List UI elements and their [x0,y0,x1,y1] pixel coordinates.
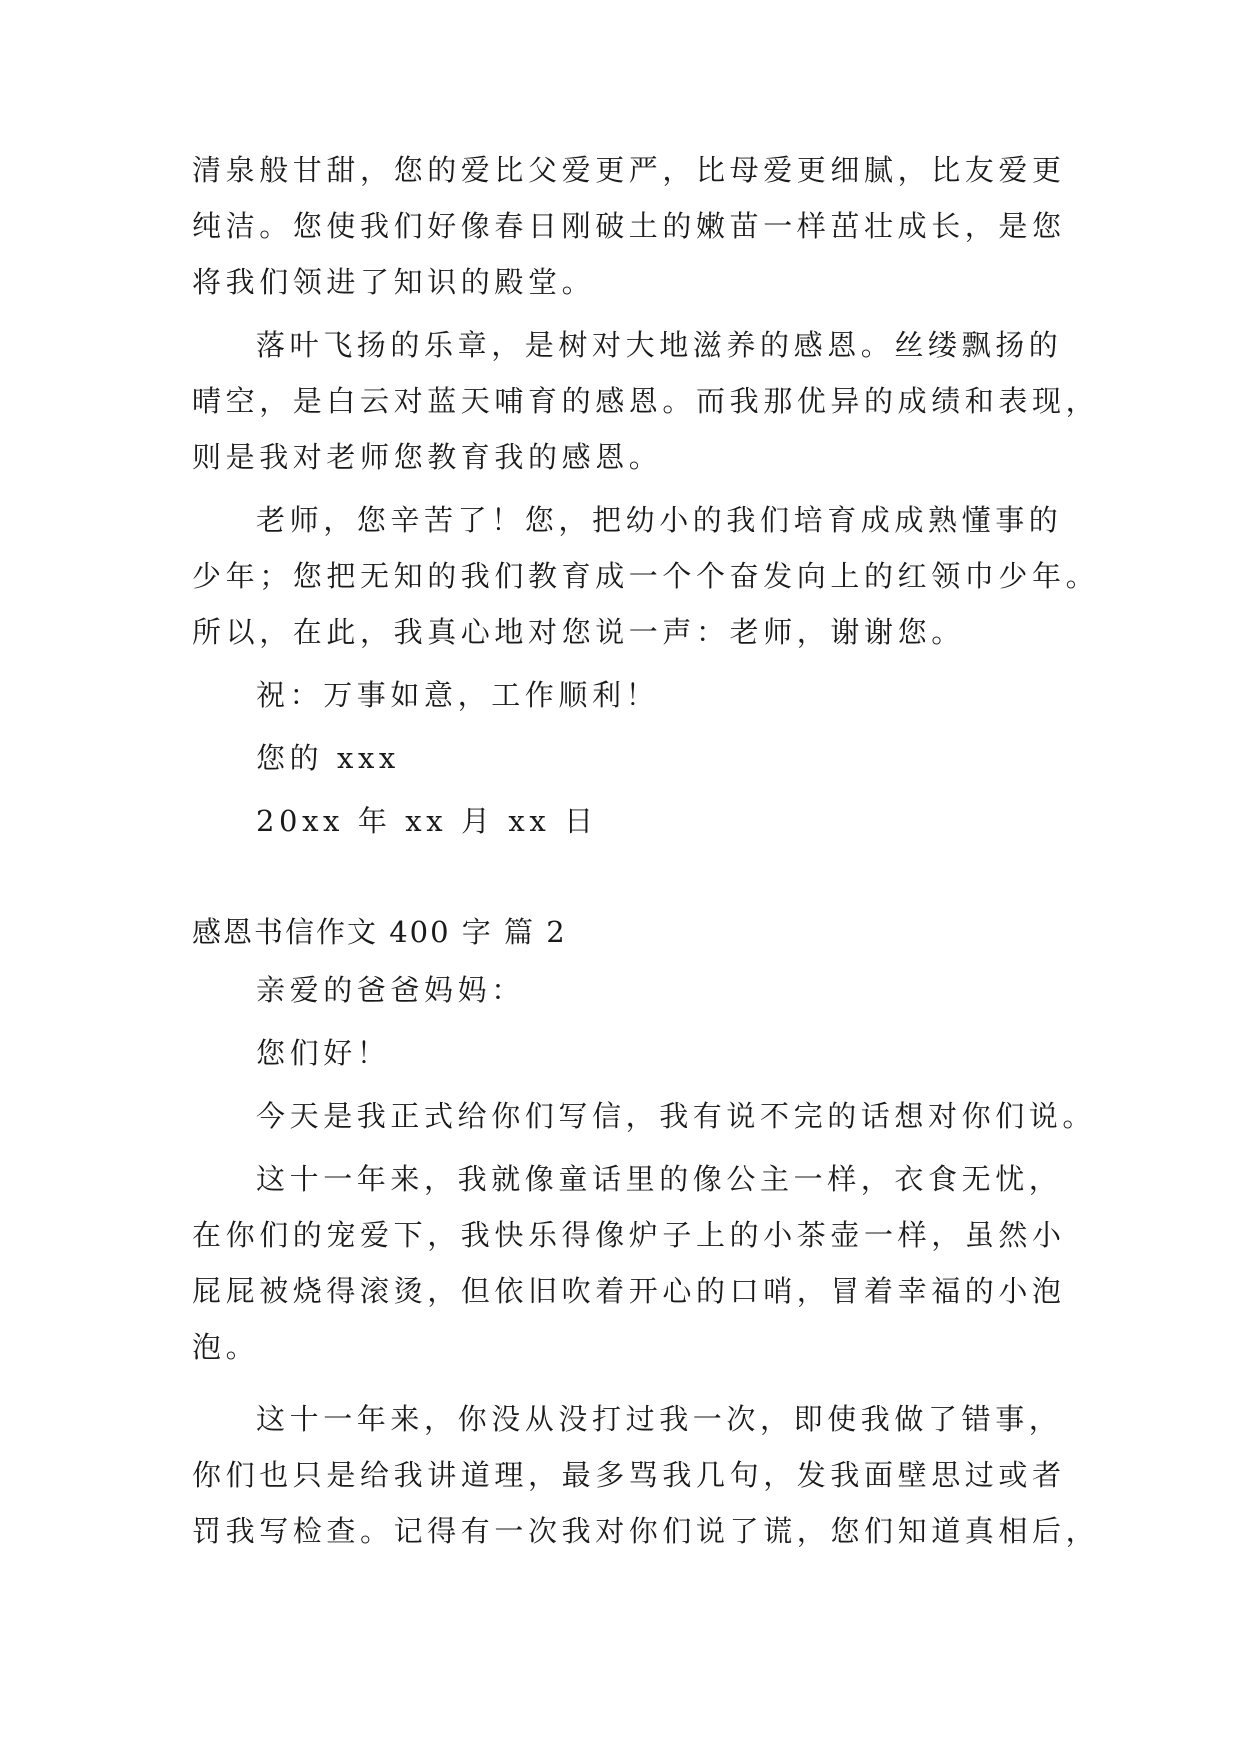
paragraph-line: 晴空，是白云对蓝天哺育的感恩。而我那优异的成绩和表现， [192,384,1100,418]
paragraph-line: 这十一年来，我就像童话里的像公主一样，衣食无忧， [256,1162,1063,1196]
closing-wish: 祝：万事如意，工作顺利！ [256,678,660,712]
paragraph-line: 则是我对老师您教育我的感恩。 [192,440,663,474]
paragraph-line: 清泉般甘甜，您的爱比父爱更严，比母爱更细腻，比友爱更 [192,153,1066,187]
paragraph-line: 纯洁。您使我们好像春日刚破土的嫩苗一样茁壮成长，是您 [192,209,1066,243]
paragraph-line: 今天是我正式给你们写信，我有说不完的话想对你们说。 [256,1099,1097,1133]
paragraph-line: 在你们的宠爱下，我快乐得像炉子上的小茶壶一样，虽然小 [192,1218,1066,1252]
paragraph-line: 屁屁被烧得滚烫，但依旧吹着开心的口哨，冒着幸福的小泡 [192,1274,1066,1308]
paragraph-line: 你们也只是给我讲道理，最多骂我几句，发我面壁思过或者 [192,1458,1066,1492]
paragraph-line: 将我们领进了知识的殿堂。 [192,265,596,299]
letter-date: 20xx 年 xx 月 xx 日 [256,804,598,838]
salutation: 亲爱的爸爸妈妈： [256,973,525,1007]
paragraph-line: 落叶飞扬的乐章，是树对大地滋养的感恩。丝缕飘扬的 [256,328,1063,362]
paragraph-line: 这十一年来，你没从没打过我一次，即使我做了错事， [256,1402,1063,1436]
paragraph-line: 罚我写检查。记得有一次我对你们说了谎，您们知道真相后， [192,1514,1100,1548]
paragraph-line: 老师，您辛苦了！您，把幼小的我们培育成成熟懂事的 [256,503,1063,537]
section-heading: 感恩书信作文 400 字 篇 2 [192,915,567,949]
paragraph-line: 少年；您把无知的我们教育成一个个奋发向上的红领巾少年。 [192,559,1100,593]
signature: 您的 xxx [256,741,400,775]
paragraph-line: 泡。 [192,1330,260,1364]
paragraph-line: 所以，在此，我真心地对您说一声：老师，谢谢您。 [192,615,965,649]
greeting: 您们好！ [256,1036,391,1070]
